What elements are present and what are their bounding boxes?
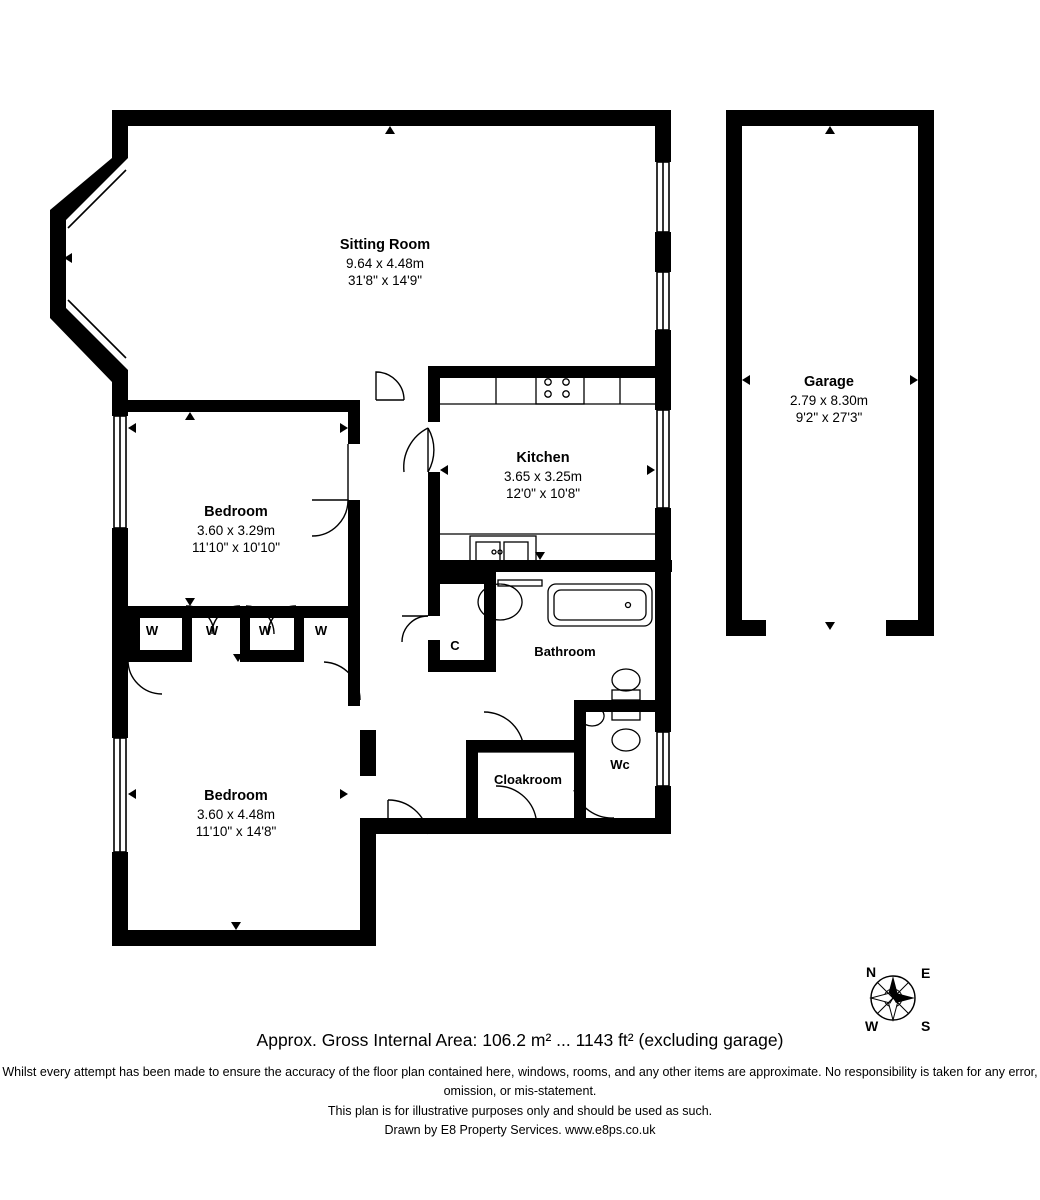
room-label-wc: Wc: [610, 757, 630, 772]
compass-north-label: N: [866, 964, 877, 980]
room-name: Bedroom: [204, 504, 268, 520]
room-label-bedroom-2: [196, 787, 277, 840]
disclaimer-line-3: Drawn by E8 Property Services. www.e8ps.co.uk: [384, 1123, 656, 1138]
wardrobe-label-3: W: [258, 623, 272, 638]
disclaimer-block: [0, 1063, 1040, 1141]
room-label-sitting-room: [340, 236, 430, 289]
room-dimension-imperial: 11'10" x 10'10": [191, 539, 281, 555]
compass-south-label: S: [921, 1018, 931, 1034]
room-dimension-metric: 3.60 x 4.48m: [196, 806, 276, 822]
room-dimension-metric: 3.60 x 3.29m: [196, 522, 276, 538]
room-label-cupboard: C: [450, 638, 460, 653]
bathroom-fixtures: [478, 580, 652, 752]
compass-west-label: W: [865, 1018, 879, 1034]
compass-east-label: E: [921, 965, 931, 981]
room-dimension-metric: 3.65 x 3.25m: [503, 468, 583, 484]
room-name: Bedroom: [204, 788, 268, 804]
room-dimension-metric: 2.79 x 8.30m: [789, 392, 869, 408]
room-label-garage: [790, 373, 868, 426]
room-dimension-metric: 9.64 x 4.48m: [345, 255, 425, 271]
disclaimer-line-2: This plan is for illustrative purposes only and should be used as such.: [327, 1103, 713, 1118]
room-dimension-imperial: 31'8" x 14'9": [347, 272, 423, 288]
room-label-bedroom-1: [192, 503, 280, 556]
wardrobe-label-1: W: [145, 623, 159, 638]
gross-internal-area-text: Approx. Gross Internal Area: 106.2 m² ... 1143 ft² (excluding garage): [256, 1030, 784, 1050]
room-name: Kitchen: [516, 450, 570, 466]
room-name: Garage: [804, 374, 854, 390]
room-dimension-imperial: 9'2" x 27'3": [795, 409, 863, 425]
room-dimension-imperial: 11'10" x 14'8": [195, 823, 277, 839]
room-label-kitchen: [504, 449, 582, 502]
room-dimension-imperial: 12'0" x 10'8": [505, 485, 581, 501]
wardrobe-label-4: W: [314, 623, 328, 638]
wardrobe-label-2: W: [205, 623, 219, 638]
disclaimer-line-1: Whilst every attempt has been made to ensure the accuracy of the floor plan contained here, windows, rooms, and any other items are approximate. No responsibility is taken for any error, omission, or mis-statement.: [2, 1065, 1038, 1099]
compass-rose: [871, 976, 915, 1020]
room-name: Sitting Room: [339, 237, 431, 253]
room-label-cloakroom: Cloakroom: [494, 772, 562, 787]
room-label-bathroom: Bathroom: [534, 644, 596, 659]
